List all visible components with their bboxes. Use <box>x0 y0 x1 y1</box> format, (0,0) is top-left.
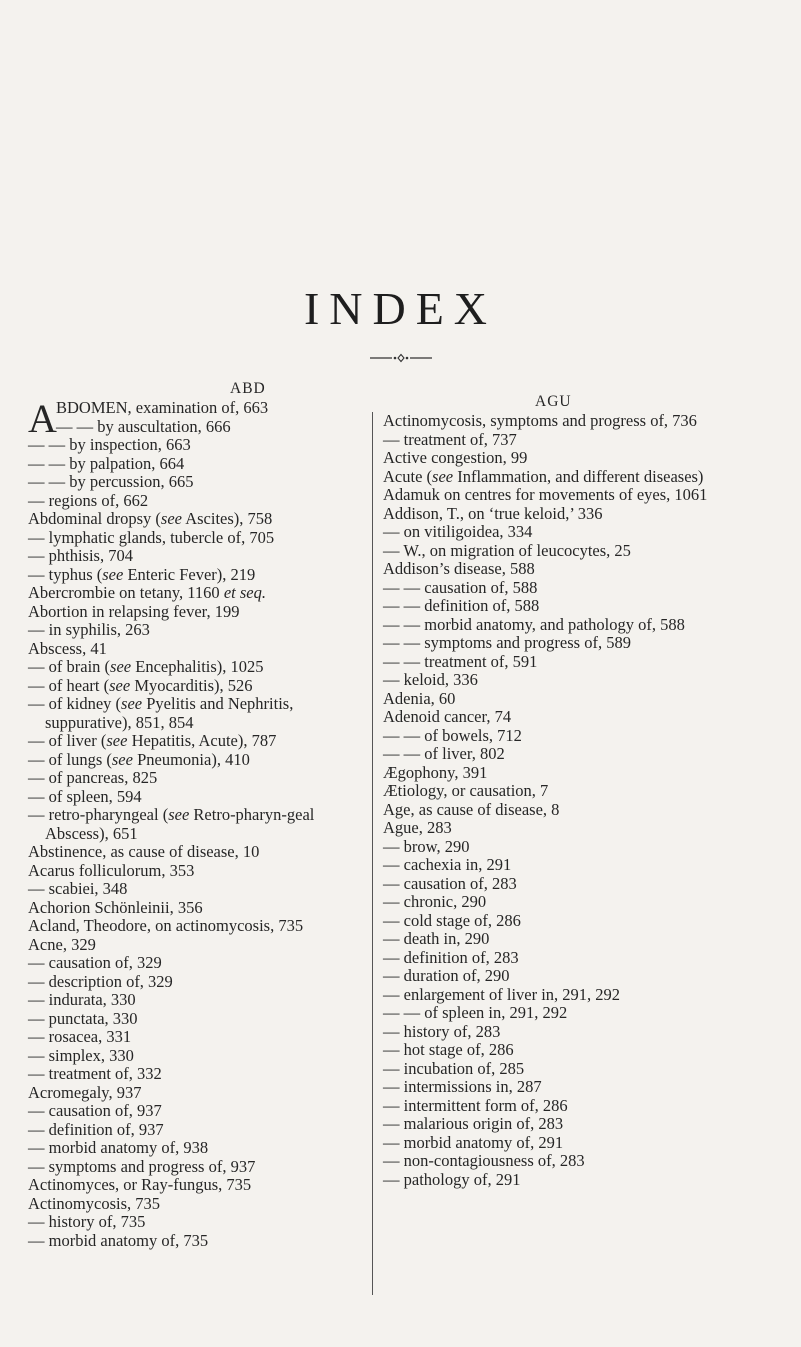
index-entry <box>383 949 775 968</box>
index-entry-text: BDOMEN, examination of, 663 <box>56 398 269 417</box>
index-entry-text: Achorion Schönleinii, 356 <box>28 897 203 917</box>
index-entry <box>28 1121 370 1140</box>
index-entry-text: — — by palpation, 664 <box>28 453 185 473</box>
index-entry-text: — of lungs (see Pneumonia), 410 <box>28 749 250 769</box>
index-entry-text: — of brain (see Encephalitis), 1025 <box>28 657 264 676</box>
index-entry <box>383 1060 775 1079</box>
index-entry <box>383 1171 775 1190</box>
index-entry <box>28 732 370 751</box>
index-entry-text: — W., on migration of leucocytes, 25 <box>383 540 631 560</box>
index-entry <box>383 579 775 598</box>
index-entry <box>383 930 775 949</box>
index-entry-text: — history of, 735 <box>28 1212 146 1231</box>
index-entry <box>28 880 370 899</box>
index-entry-text: Age, as cause of disease, 8 <box>383 799 560 819</box>
index-entry <box>28 788 370 807</box>
index-entry <box>28 418 370 437</box>
index-entry <box>383 764 775 783</box>
index-entry-text: — definition of, 937 <box>28 1119 164 1139</box>
index-entry-text: — keloid, 336 <box>383 670 478 689</box>
index-entry <box>28 1084 370 1103</box>
index-entry-text: Abdominal dropsy (see Ascites), 758 <box>28 509 273 528</box>
index-entry-text: — of kidney (see Pyelitis and Nephritis, suppurative), 851, 854 <box>28 694 294 732</box>
index-entry-text: — phthisis, 704 <box>28 546 133 565</box>
index-entry-text: — — morbid anatomy, and pathology of, 588 <box>383 614 685 634</box>
index-entry-text: — punctata, 330 <box>28 1008 138 1028</box>
index-entry <box>383 1097 775 1116</box>
index-entry-text: — pathology of, 291 <box>383 1169 521 1189</box>
index-entry <box>28 917 370 936</box>
index-entry-text: — history of, 283 <box>383 1021 501 1041</box>
index-entry <box>383 431 775 450</box>
index-entry-text: — — causation of, 588 <box>383 577 538 597</box>
index-entry-text: — — definition of, 588 <box>383 596 540 615</box>
index-entry <box>383 875 775 894</box>
index-entry-text: Actinomyces, or Ray-fungus, 735 <box>28 1175 252 1194</box>
index-entry-text: — malarious origin of, 283 <box>383 1114 564 1133</box>
index-entry <box>383 745 775 764</box>
index-entry-text: — of liver (see Hepatitis, Acute), 787 <box>28 731 277 750</box>
index-entry <box>28 899 370 918</box>
index-entry-text: — typhus (see Enteric Fever), 219 <box>28 564 256 584</box>
index-entry-text: — — by inspection, 663 <box>28 435 191 454</box>
index-entry <box>28 936 370 955</box>
index-entry <box>28 473 370 492</box>
index-entry-text: — regions of, 662 <box>28 490 149 510</box>
index-entry <box>28 492 370 511</box>
index-entry <box>383 856 775 875</box>
index-entry-text: — cold stage of, 286 <box>383 910 521 930</box>
index-entry <box>383 838 775 857</box>
index-entry <box>383 634 775 653</box>
index-entry-text: Adamuk on centres for movements of eyes, 1061 <box>383 485 708 504</box>
index-entry <box>383 412 775 431</box>
index-entry-text: — simplex, 330 <box>28 1045 134 1065</box>
index-entry <box>383 671 775 690</box>
index-entry-text: — morbid anatomy of, 735 <box>28 1230 209 1250</box>
index-entry <box>28 621 370 640</box>
index-entry-text: Acland, Theodore, on actinomycosis, 735 <box>28 916 304 935</box>
index-entry <box>383 468 775 487</box>
index-entry-text: Acne, 329 <box>28 934 96 954</box>
index-entry-text: — death in, 290 <box>383 929 490 948</box>
index-entry-text: — non-contagiousness of, 283 <box>383 1151 585 1170</box>
index-entry-text: — causation of, 937 <box>28 1101 162 1120</box>
index-entry-text: — — symptoms and progress of, 589 <box>383 633 631 652</box>
index-entry <box>28 1158 370 1177</box>
index-entry-text: Addison’s disease, 588 <box>383 559 535 578</box>
index-entry <box>383 801 775 820</box>
index-entry-text: Ætiology, or causation, 7 <box>383 781 549 800</box>
index-entry-text: — of spleen, 594 <box>28 786 142 806</box>
column-divider <box>372 412 373 1295</box>
index-entry-text: Acute (see Inflammation, and different diseases) <box>383 466 704 486</box>
index-entry <box>28 677 370 696</box>
index-entry-text: — lymphatic glands, tubercle of, 705 <box>28 527 275 547</box>
index-entry-text: — treatment of, 737 <box>383 429 517 449</box>
index-entry-text: Actinomycosis, symptoms and progress of, 736 <box>383 411 697 430</box>
index-entry <box>28 1195 370 1214</box>
index-entry <box>28 529 370 548</box>
index-entry-text: — duration of, 290 <box>383 966 510 985</box>
index-entry <box>28 1010 370 1029</box>
index-entry-text: Actinomycosis, 735 <box>28 1193 160 1213</box>
index-entry-text: Acarus folliculorum, 353 <box>28 860 195 880</box>
index-entry <box>28 862 370 881</box>
index-entry <box>383 986 775 1005</box>
index-entry-text: — causation of, 329 <box>28 953 162 972</box>
page-title: INDEX <box>303 283 498 334</box>
index-entry <box>28 1232 370 1251</box>
index-entry-text: — in syphilis, 263 <box>28 620 150 639</box>
index-entry-text: — enlargement of liver in, 291, 292 <box>383 984 621 1004</box>
index-entry-text: — of heart (see Myocarditis), 526 <box>28 675 253 695</box>
index-entry <box>383 1078 775 1097</box>
index-entry-text: Abortion in relapsing fever, 199 <box>28 601 240 621</box>
index-entry <box>383 616 775 635</box>
index-entry-text: — incubation of, 285 <box>383 1058 525 1078</box>
index-entry <box>28 751 370 770</box>
index-entry <box>383 782 775 801</box>
index-entry-text: — morbid anatomy of, 291 <box>383 1132 564 1152</box>
index-entry <box>28 1139 370 1158</box>
index-entry-text: — on vitiligoidea, 334 <box>383 522 533 541</box>
index-entry <box>28 1176 370 1195</box>
index-entry <box>383 1023 775 1042</box>
index-entry <box>383 505 775 524</box>
index-entry <box>28 1213 370 1232</box>
index-entry <box>383 523 775 542</box>
index-entry-text: Abstinence, as cause of disease, 10 <box>28 842 260 861</box>
index-entry <box>383 1152 775 1171</box>
index-entry-text: Adenoid cancer, 74 <box>383 707 512 726</box>
index-entry-text: — intermittent form of, 286 <box>383 1095 568 1115</box>
index-entry <box>28 1065 370 1084</box>
index-entry-text: — intermissions in, 287 <box>383 1077 542 1096</box>
index-entry-text: — — by auscultation, 666 <box>56 416 231 436</box>
index-entry <box>28 566 370 585</box>
index-entry <box>28 640 370 659</box>
index-entry-text: Ægophony, 391 <box>383 762 488 782</box>
index-entry <box>383 486 775 505</box>
index-entry <box>28 1047 370 1066</box>
index-entry <box>383 542 775 561</box>
index-entry-text: — causation of, 283 <box>383 873 517 893</box>
left-index-column <box>28 396 370 1250</box>
index-entry <box>28 843 370 862</box>
index-entry <box>383 1041 775 1060</box>
index-entry-text: — cachexia in, 291 <box>383 855 512 874</box>
index-entry <box>383 653 775 672</box>
index-entry <box>383 597 775 616</box>
index-entry <box>28 695 370 732</box>
index-entry-text: — — of liver, 802 <box>383 744 505 763</box>
index-entry-text: — of pancreas, 825 <box>28 768 158 787</box>
index-entry-text: — scabiei, 348 <box>28 879 128 898</box>
index-entry <box>28 603 370 622</box>
index-entry <box>28 455 370 474</box>
index-entry <box>28 991 370 1010</box>
index-entry <box>383 560 775 579</box>
index-entry-text: Addison, T., on ‘true keloid,’ 336 <box>383 503 603 523</box>
right-index-column <box>383 412 775 1189</box>
index-entry-text: — — treatment of, 591 <box>383 651 538 671</box>
index-entry <box>28 510 370 529</box>
index-entry-text: — treatment of, 332 <box>28 1064 162 1083</box>
index-entry <box>28 806 370 843</box>
drop-cap-letter: A <box>28 396 57 441</box>
index-entry <box>383 1115 775 1134</box>
index-entry-text: — — of spleen in, 291, 292 <box>383 1003 568 1022</box>
index-entry-text: — chronic, 290 <box>383 892 487 911</box>
index-entry <box>383 1134 775 1153</box>
index-entry-text: — brow, 290 <box>383 836 470 856</box>
index-entry <box>28 547 370 566</box>
index-entry <box>383 1004 775 1023</box>
index-entry <box>28 954 370 973</box>
index-entry <box>28 436 370 455</box>
index-entry-text: — hot stage of, 286 <box>383 1040 514 1059</box>
right-column-header: AGU <box>535 393 572 410</box>
index-entry-text: Abscess, 41 <box>28 638 107 658</box>
index-entry-text: — definition of, 283 <box>383 947 519 967</box>
index-entry-text: — — of bowels, 712 <box>383 725 522 745</box>
index-entry <box>383 819 775 838</box>
left-column-header: ABD <box>230 380 266 397</box>
index-entry <box>383 912 775 931</box>
index-entry <box>383 967 775 986</box>
index-entry <box>28 584 370 603</box>
index-entry <box>28 973 370 992</box>
index-entry <box>383 449 775 468</box>
index-entry-text: — retro-pharyngeal (see Retro-pharyn-geal Abscess), 651 <box>28 805 315 843</box>
index-entry <box>383 708 775 727</box>
index-entry <box>28 1102 370 1121</box>
index-entry <box>28 769 370 788</box>
index-entry-text: — indurata, 330 <box>28 990 136 1009</box>
index-entry-text: Adenia, 60 <box>383 688 456 708</box>
index-entry-text: Abercrombie on tetany, 1160 et seq. <box>28 583 266 602</box>
index-entry-text: — rosacea, 331 <box>28 1027 132 1046</box>
index-entry <box>383 690 775 709</box>
index-entry-text: — — by percussion, 665 <box>28 472 194 491</box>
index-entry-text: — morbid anatomy of, 938 <box>28 1138 209 1157</box>
index-entry-text: — description of, 329 <box>28 971 173 991</box>
index-entry-text: Ague, 283 <box>383 818 452 837</box>
index-entry <box>28 658 370 677</box>
index-entry <box>383 727 775 746</box>
index-entry <box>383 893 775 912</box>
ornament-divider-icon <box>370 352 432 364</box>
index-entry-text: — symptoms and progress of, 937 <box>28 1156 256 1176</box>
index-entry <box>28 1028 370 1047</box>
index-entry-text: Acromegaly, 937 <box>28 1082 142 1102</box>
index-entry-text: Active congestion, 99 <box>383 448 528 467</box>
